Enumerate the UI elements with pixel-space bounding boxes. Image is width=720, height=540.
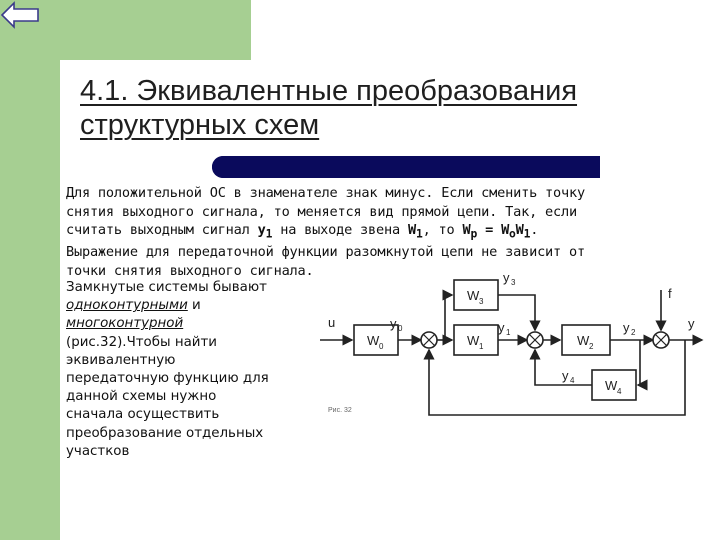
title-line-1: 4.1. Эквивалентные преобразования <box>80 75 578 107</box>
para-line-3 <box>66 221 686 243</box>
para-line-4: Выражение для передаточной функции разомкнутой цепи не зависит от <box>66 244 585 261</box>
var-wo-sub: o <box>509 226 516 241</box>
var-w-sub: 1 <box>415 226 423 241</box>
term-single-loop: одноконтурными <box>66 298 188 314</box>
w4-label: W <box>605 378 618 393</box>
w1-sub: 1 <box>479 342 484 351</box>
label-y3: y <box>503 270 510 285</box>
side-line-2 <box>66 297 306 315</box>
w0-label: W <box>367 333 380 348</box>
para-l3-a: считать выходным сигнал <box>66 222 258 238</box>
label-y4-sub: 4 <box>570 376 575 385</box>
para-l3-b: на выходе звена <box>272 222 408 238</box>
var-wp: W <box>462 222 471 238</box>
side-line-10: участков <box>66 443 130 459</box>
w3-sub: 3 <box>479 297 484 306</box>
w3-label: W <box>467 288 480 303</box>
para-line-1: Для положительной ОС в знаменателе знак минус. Если сменить точку <box>66 185 585 201</box>
side-line-7: данной схемы нужно <box>66 389 217 405</box>
var-w1: W <box>515 222 524 238</box>
divider-bar <box>212 156 600 178</box>
var-w1-sub: 1 <box>523 226 531 241</box>
para-l3-end: . <box>530 222 539 238</box>
label-y2: y <box>623 320 630 335</box>
var-wo: W <box>501 222 510 238</box>
label-y0: y <box>390 316 397 331</box>
main-paragraph <box>66 184 686 280</box>
label-y1: y <box>498 320 505 335</box>
w4-input-wire <box>638 340 640 385</box>
label-y0-sub: 0 <box>398 324 403 333</box>
side-line-2b: и <box>187 298 201 314</box>
term-multi-loop: многоконтурной <box>66 316 184 332</box>
var-y-sub: 1 <box>265 226 273 241</box>
label-y4: y <box>562 368 569 383</box>
side-paragraph <box>66 279 306 461</box>
side-line-8: сначала осуществить <box>66 407 220 423</box>
label-y1-sub: 1 <box>506 328 511 337</box>
block-diagram <box>310 270 710 430</box>
back-arrow-icon[interactable] <box>0 0 42 30</box>
var-wp-sub: p <box>470 226 478 241</box>
var-y: y <box>257 222 266 238</box>
slide-title <box>80 74 700 142</box>
w1-label: W <box>467 333 480 348</box>
w2-sub: 2 <box>589 342 594 351</box>
side-line-5: эквивалентную <box>66 352 176 368</box>
w3-input-wire <box>445 295 452 340</box>
side-line-4: (рис.32).Чтобы найти <box>66 334 217 350</box>
para-line-2: снятия выходного сигнала, то меняется вид прямой цепи. Так, если <box>66 203 577 220</box>
side-line-1: Замкнутые системы бывают <box>66 280 267 295</box>
var-w: W <box>407 222 416 238</box>
side-line-6: передаточную функцию для <box>66 371 269 387</box>
w0-sub: 0 <box>379 342 384 351</box>
w4-sub: 4 <box>617 387 622 396</box>
label-u: u <box>328 315 336 330</box>
title-line-2: структурных схем <box>80 109 320 141</box>
side-line-9: преобразование отдельных <box>66 425 264 441</box>
var-eq: = <box>477 222 502 238</box>
side-line-3 <box>66 315 306 333</box>
para-l3-c: , то <box>422 222 463 238</box>
w2-label: W <box>577 333 590 348</box>
label-y2-sub: 2 <box>631 328 636 337</box>
label-y: y <box>688 316 695 331</box>
label-f: f <box>668 286 672 301</box>
para-line-5: точки снятия выходного сигнала. <box>66 262 314 279</box>
figure-caption: Рис. 32 <box>328 407 352 414</box>
label-y3-sub: 3 <box>511 278 516 287</box>
